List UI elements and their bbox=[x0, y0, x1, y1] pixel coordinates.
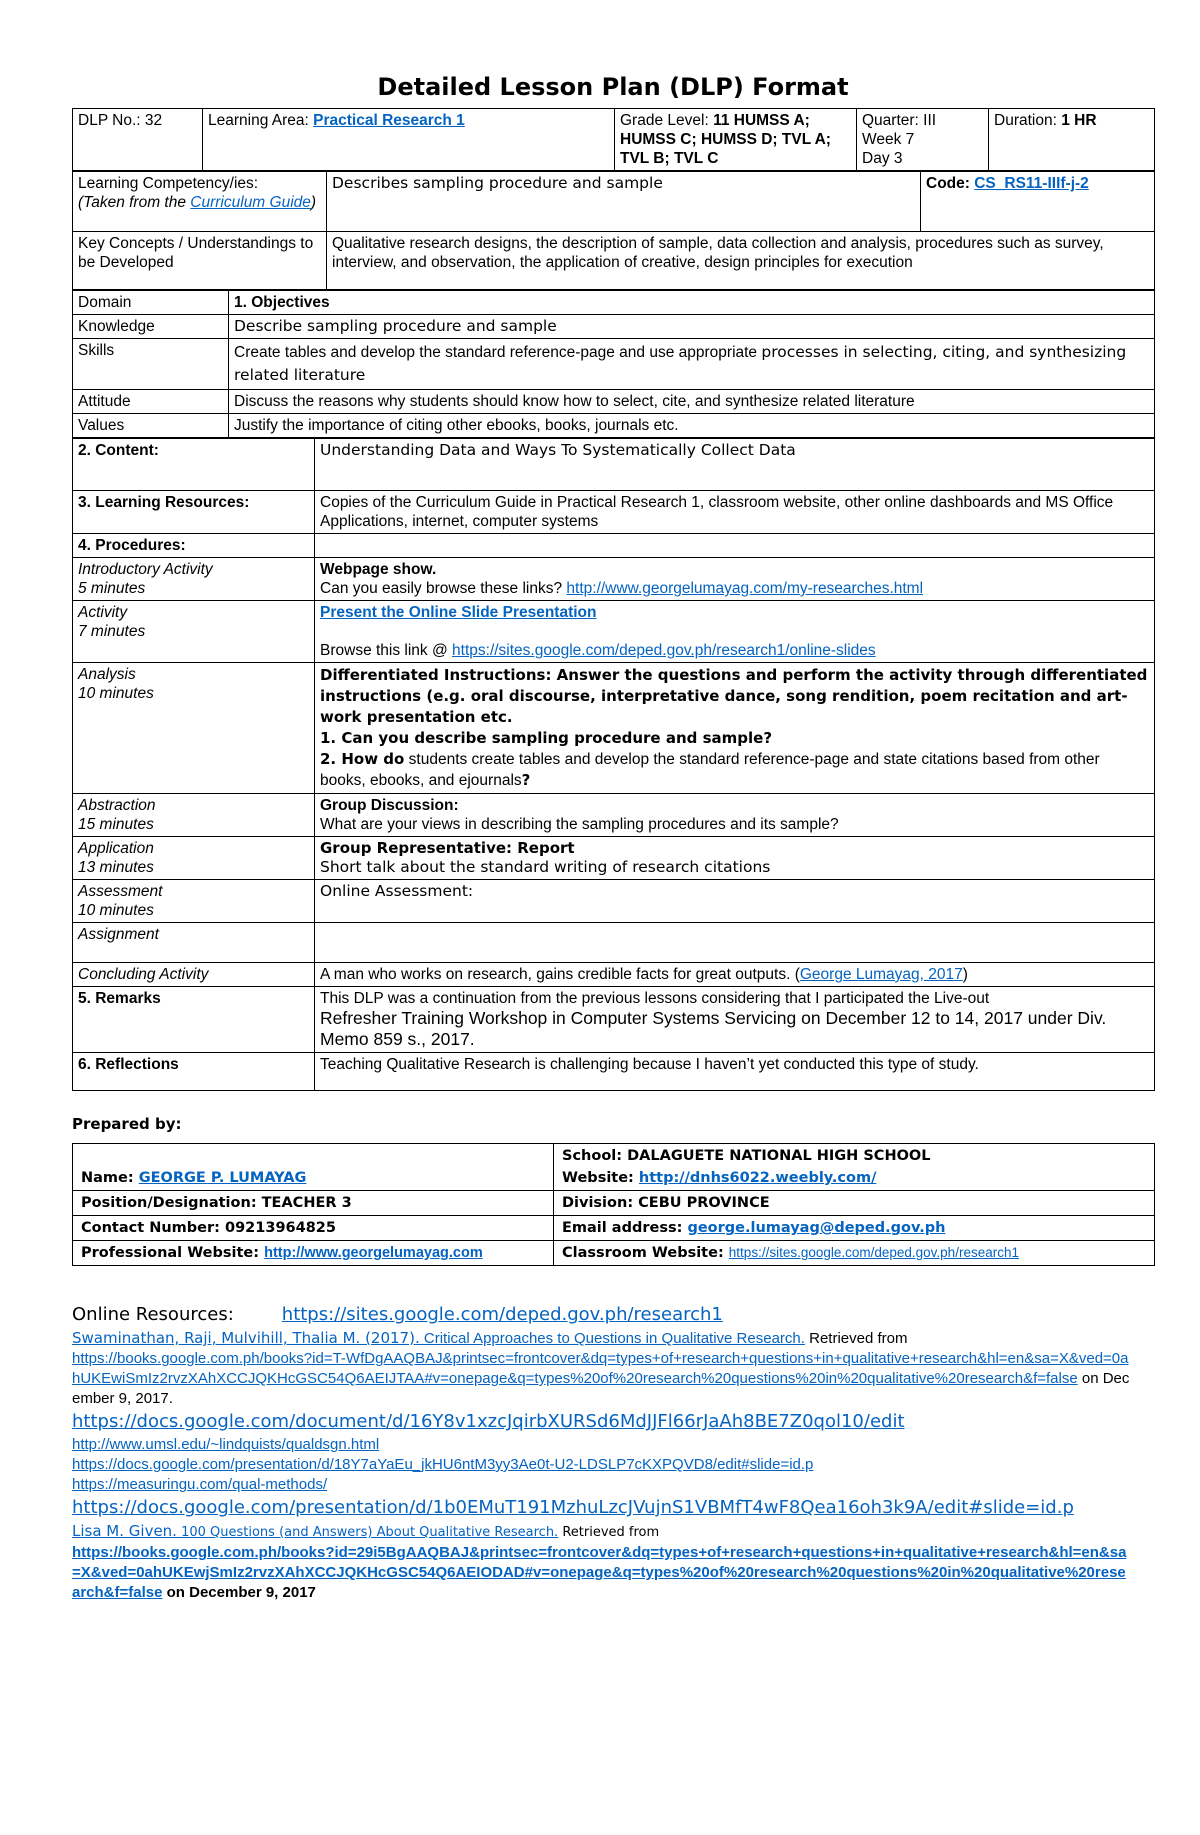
analysis-q2-c: ? bbox=[521, 771, 531, 789]
analysis-name: Analysis bbox=[78, 666, 136, 683]
assessment-time: 10 minutes bbox=[78, 902, 154, 919]
analysis-question-1: 1. Can you describe sampling procedure and sample? bbox=[320, 729, 773, 747]
ref1-retrieved: Retrieved from bbox=[804, 1330, 908, 1347]
quarter: Quarter: III bbox=[862, 112, 937, 129]
page-title: Detailed Lesson Plan (DLP) Format bbox=[377, 73, 849, 101]
code-label: Code: bbox=[926, 175, 975, 192]
analysis-time: 10 minutes bbox=[78, 685, 154, 702]
competency-code bbox=[921, 172, 1155, 232]
grade-level-value: 11 HUMSS A; HUMSS C; HUMSS D; TVL A; TVL B; TVL C bbox=[620, 112, 831, 167]
application-label bbox=[73, 837, 315, 880]
school-label: School: bbox=[562, 1148, 628, 1164]
application-text: Short talk about the standard writing of research citations bbox=[320, 858, 771, 876]
curriculum-guide-link[interactable]: Curriculum Guide bbox=[190, 194, 311, 211]
analysis-instructions: Differentiated Instructions: Answer the questions and perform the activity through differentiated instructions (e.g. oral discourse, interpretative dance, song rendition, poem recitation and art-work presentation etc. bbox=[320, 666, 1148, 726]
assignment-label: Assignment bbox=[73, 923, 315, 963]
dlp-number: DLP No.: 32 bbox=[73, 109, 203, 171]
ref2-title[interactable]: 100 Questions (and Answers) About Qualitative Research. bbox=[176, 1525, 559, 1540]
application-name: Application bbox=[78, 840, 154, 857]
analysis-q2-a: 2. How do bbox=[320, 750, 405, 768]
key-concepts-label: Key Concepts / Understandings to be Developed bbox=[73, 232, 327, 290]
competency-note-end: ) bbox=[310, 194, 317, 211]
values-value: Justify the importance of citing other ebooks, books, journals etc. bbox=[229, 414, 1155, 438]
competency-table bbox=[72, 171, 1155, 290]
competency-label-cell bbox=[73, 172, 327, 232]
resource-link-6[interactable]: https://docs.google.com/presentation/d/1b0EMuT191MzhuLzcJVujnS1VBMfT4wF8Qea16oh3k9A/edit#slide=id.p bbox=[72, 1497, 1074, 1518]
duration-label: Duration: bbox=[994, 112, 1062, 129]
intro-activity-label bbox=[73, 558, 315, 601]
skills-label: Skills bbox=[73, 339, 229, 390]
prof-website-link[interactable]: http://www.georgelumayag.com bbox=[264, 1245, 483, 1261]
assignment-content bbox=[315, 923, 1155, 963]
skills-value-a: Create tables and develop the standard reference-page and use appropriate bbox=[234, 344, 762, 361]
reflections-content: Teaching Qualitative Research is challenging because I haven’t yet conducted this type of study. bbox=[315, 1053, 1155, 1091]
intro-name: Introductory Activity bbox=[78, 561, 213, 578]
resource-link-4[interactable]: https://docs.google.com/presentation/d/18Y7aYaEu_jkHU6ntM3yy3Ae0t-U2-LDSLP7cKXPQVD8/edit#slide=id.p bbox=[72, 1456, 814, 1473]
abstraction-head: Group Discussion: bbox=[320, 797, 459, 814]
activity-name: Activity bbox=[78, 604, 128, 621]
abstraction-name: Abstraction bbox=[78, 797, 156, 814]
concluding-content bbox=[315, 963, 1155, 987]
objectives-heading: 1. Objectives bbox=[229, 291, 1155, 315]
resource-link-5[interactable]: https://measuringu.com/qual-methods/ bbox=[72, 1476, 328, 1493]
assessment-label bbox=[73, 880, 315, 923]
attitude-label: Attitude bbox=[73, 390, 229, 414]
abstraction-time: 15 minutes bbox=[78, 816, 154, 833]
quarter-info bbox=[857, 109, 989, 171]
website-label: Website: bbox=[562, 1170, 639, 1186]
competency-value: Describes sampling procedure and sample bbox=[327, 172, 921, 232]
values-label: Values bbox=[73, 414, 229, 438]
email bbox=[554, 1216, 1155, 1241]
online-resources-label: Online Resources: bbox=[72, 1304, 234, 1325]
ref1-date: on December 9, 2017. bbox=[72, 1370, 1130, 1407]
remarks-line-2: Refresher Training Workshop in Computer Systems Servicing on December 12 to 14, 2017 under Div. Memo 859 s., 2017. bbox=[320, 1008, 1107, 1049]
online-resources bbox=[72, 1302, 1132, 1603]
school-website-link[interactable]: http://dnhs6022.weebly.com/ bbox=[638, 1170, 877, 1186]
procedures-empty bbox=[315, 534, 1155, 558]
skills-value bbox=[229, 339, 1155, 390]
learning-area-label: Learning Area: bbox=[208, 112, 314, 129]
concluding-after: ) bbox=[962, 966, 968, 983]
application-head: Group Representative: Report bbox=[320, 839, 575, 857]
professional-website bbox=[73, 1241, 554, 1266]
ref1-url[interactable]: https://books.google.com.ph/books?id=T-WfDgAAQBAJ&printsec=frontcover&dq=types+of+research+questions+in+qualitative+research&hl=en&sa=X&ved=0ahUKEwiSmIz2rvzXAhXCCJQKHcGSC54Q6AEIJTAA#v=onepage&q=types%20of%20research%20questions%20in%20qualitative%20research&f=false bbox=[72, 1350, 1129, 1387]
email-label: Email address: bbox=[562, 1220, 688, 1236]
concluding-label: Concluding Activity bbox=[73, 963, 315, 987]
resources-value: Copies of the Curriculum Guide in Practical Research 1, classroom website, other online dashboards and MS Office Applications, internet, computer systems bbox=[315, 491, 1155, 534]
intro-link[interactable]: http://www.georgelumayag.com/my-researches.html bbox=[566, 580, 924, 597]
division: Division: CEBU PROVINCE bbox=[554, 1191, 1155, 1216]
remarks-label: 5. Remarks bbox=[73, 987, 315, 1053]
remarks-line-1: This DLP was a continuation from the previous lessons considering that I participated the Live-out bbox=[320, 990, 990, 1007]
teacher-name bbox=[73, 1144, 554, 1191]
competency-label: Learning Competency/ies: bbox=[78, 175, 259, 192]
main-resource-link[interactable]: https://sites.google.com/deped.gov.ph/research1 bbox=[281, 1304, 723, 1325]
analysis-question-2 bbox=[320, 749, 1149, 791]
name-link[interactable]: GEORGE P. LUMAYAG bbox=[138, 1170, 307, 1186]
school-info bbox=[554, 1144, 1155, 1191]
concluding-link[interactable]: George Lumayag, 2017 bbox=[799, 966, 963, 983]
procedures-label: 4. Procedures: bbox=[73, 534, 315, 558]
position: Position/Designation: TEACHER 3 bbox=[73, 1191, 554, 1216]
analysis-label bbox=[73, 663, 315, 794]
knowledge-value: Describe sampling procedure and sample bbox=[229, 315, 1155, 339]
dlp-header-table bbox=[72, 108, 1155, 171]
analysis-q2-b: students create tables and develop the standard reference-page and state citations based from other books, ebooks, and ejournals bbox=[320, 751, 1100, 789]
grade-level bbox=[615, 109, 857, 171]
abstraction-text: What are your views in describing the sampling procedures and its sample? bbox=[320, 816, 839, 833]
reference-2 bbox=[72, 1521, 1132, 1603]
ref2-url[interactable]: https://books.google.com.ph/books?id=29i5BgAAQBAJ&printsec=frontcover&dq=types+of+research+questions+in+qualitative+research&hl=en&sa=X&ved=0ahUKEwjSmIz2rvzXAhXCCJQKHcGSC54Q6AEIODAD#v=onepage&q=types%20of%20research%20questions%20in%20qualitative%20research&f=false bbox=[72, 1544, 1127, 1601]
abstraction-label bbox=[73, 794, 315, 837]
competency-note: (Taken from the bbox=[78, 194, 191, 211]
prepared-by-label: Prepared by: bbox=[72, 1115, 182, 1133]
class-website-link[interactable]: https://sites.google.com/deped.gov.ph/research1 bbox=[728, 1245, 1019, 1260]
analysis-content bbox=[315, 663, 1155, 794]
skills-value-b: processes in selecting, citing, and synthesizing related literature bbox=[234, 343, 1127, 384]
abstraction-content bbox=[315, 794, 1155, 837]
slide-presentation-link[interactable]: Present the Online Slide Presentation bbox=[320, 604, 597, 621]
application-content bbox=[315, 837, 1155, 880]
ref1-title[interactable]: Critical Approaches to Questions in Qualitative Research. bbox=[419, 1330, 805, 1347]
remarks-content bbox=[315, 987, 1155, 1053]
assessment-name: Assessment bbox=[78, 883, 163, 900]
activity-label bbox=[73, 601, 315, 663]
application-time: 13 minutes bbox=[78, 859, 154, 876]
prof-website-label: Professional Website: bbox=[81, 1245, 265, 1261]
content-label: 2. Content: bbox=[73, 439, 315, 491]
activity-link[interactable]: https://sites.google.com/deped.gov.ph/research1/online-slides bbox=[452, 642, 876, 659]
name-label: Name: bbox=[81, 1170, 139, 1186]
duration bbox=[989, 109, 1155, 171]
prepared-by-table bbox=[72, 1143, 1155, 1266]
knowledge-label: Knowledge bbox=[73, 315, 229, 339]
contact-number: Contact Number: 09213964825 bbox=[73, 1216, 554, 1241]
email-link[interactable]: george.lumayag@deped.gov.ph bbox=[687, 1220, 946, 1236]
ref1-author[interactable]: Swaminathan, Raji, Mulvihill, Thalia M. (2017). bbox=[72, 1329, 420, 1347]
resources-label: 3. Learning Resources: bbox=[73, 491, 315, 534]
attitude-value: Discuss the reasons why students should know how to select, cite, and synthesize related literature bbox=[229, 390, 1155, 414]
week: Week 7 bbox=[862, 131, 915, 148]
assessment-content: Online Assessment: bbox=[315, 880, 1155, 923]
intro-text: Can you easily browse these links? bbox=[320, 580, 567, 597]
key-concepts-value: Qualitative research designs, the description of sample, data collection and analysis, procedures such as survey, interview, and observation, the application of creative, design principles for execution bbox=[327, 232, 1155, 290]
resource-link-3[interactable]: http://www.umsl.edu/~lindquists/qualdsgn.html bbox=[72, 1436, 380, 1453]
ref2-retrieved: Retrieved from bbox=[558, 1525, 660, 1540]
concluding-text: A man who works on research, gains credible facts for great outputs. ( bbox=[320, 966, 800, 983]
activity-text: Browse this link @ bbox=[320, 642, 453, 659]
learning-area bbox=[203, 109, 615, 171]
content-value: Understanding Data and Ways To Systematically Collect Data bbox=[315, 439, 1155, 491]
ref2-author[interactable]: Lisa M. Given. bbox=[72, 1522, 177, 1540]
reference-1 bbox=[72, 1328, 1132, 1409]
online-resources-heading bbox=[72, 1302, 1132, 1328]
classroom-website bbox=[554, 1241, 1155, 1266]
procedures-table bbox=[72, 438, 1155, 1091]
objectives-table bbox=[72, 290, 1155, 438]
resource-link-2[interactable]: https://docs.google.com/document/d/16Y8v1xzcJqirbXURSd6MdJJFl66rJaAh8BE7Z0qol10/edit bbox=[72, 1411, 905, 1432]
duration-value: 1 HR bbox=[1061, 112, 1097, 129]
activity-content bbox=[315, 601, 1155, 663]
learning-area-link[interactable]: Practical Research 1 bbox=[313, 112, 465, 129]
reflections-label: 6. Reflections bbox=[73, 1053, 315, 1091]
intro-time: 5 minutes bbox=[78, 580, 146, 597]
domain-label: Domain bbox=[73, 291, 229, 315]
intro-activity-content bbox=[315, 558, 1155, 601]
activity-time: 7 minutes bbox=[78, 623, 146, 640]
ref2-date: on December 9, 2017 bbox=[162, 1584, 316, 1601]
lesson-plan-page bbox=[72, 70, 1154, 1603]
intro-head: Webpage show. bbox=[320, 561, 437, 578]
school-value: DALAGUETE NATIONAL HIGH SCHOOL bbox=[627, 1148, 931, 1164]
grade-level-label: Grade Level: bbox=[620, 112, 714, 129]
code-link[interactable]: CS_RS11-IIIf-j-2 bbox=[974, 175, 1089, 192]
day: Day 3 bbox=[862, 150, 903, 167]
class-website-label: Classroom Website: bbox=[562, 1245, 729, 1261]
